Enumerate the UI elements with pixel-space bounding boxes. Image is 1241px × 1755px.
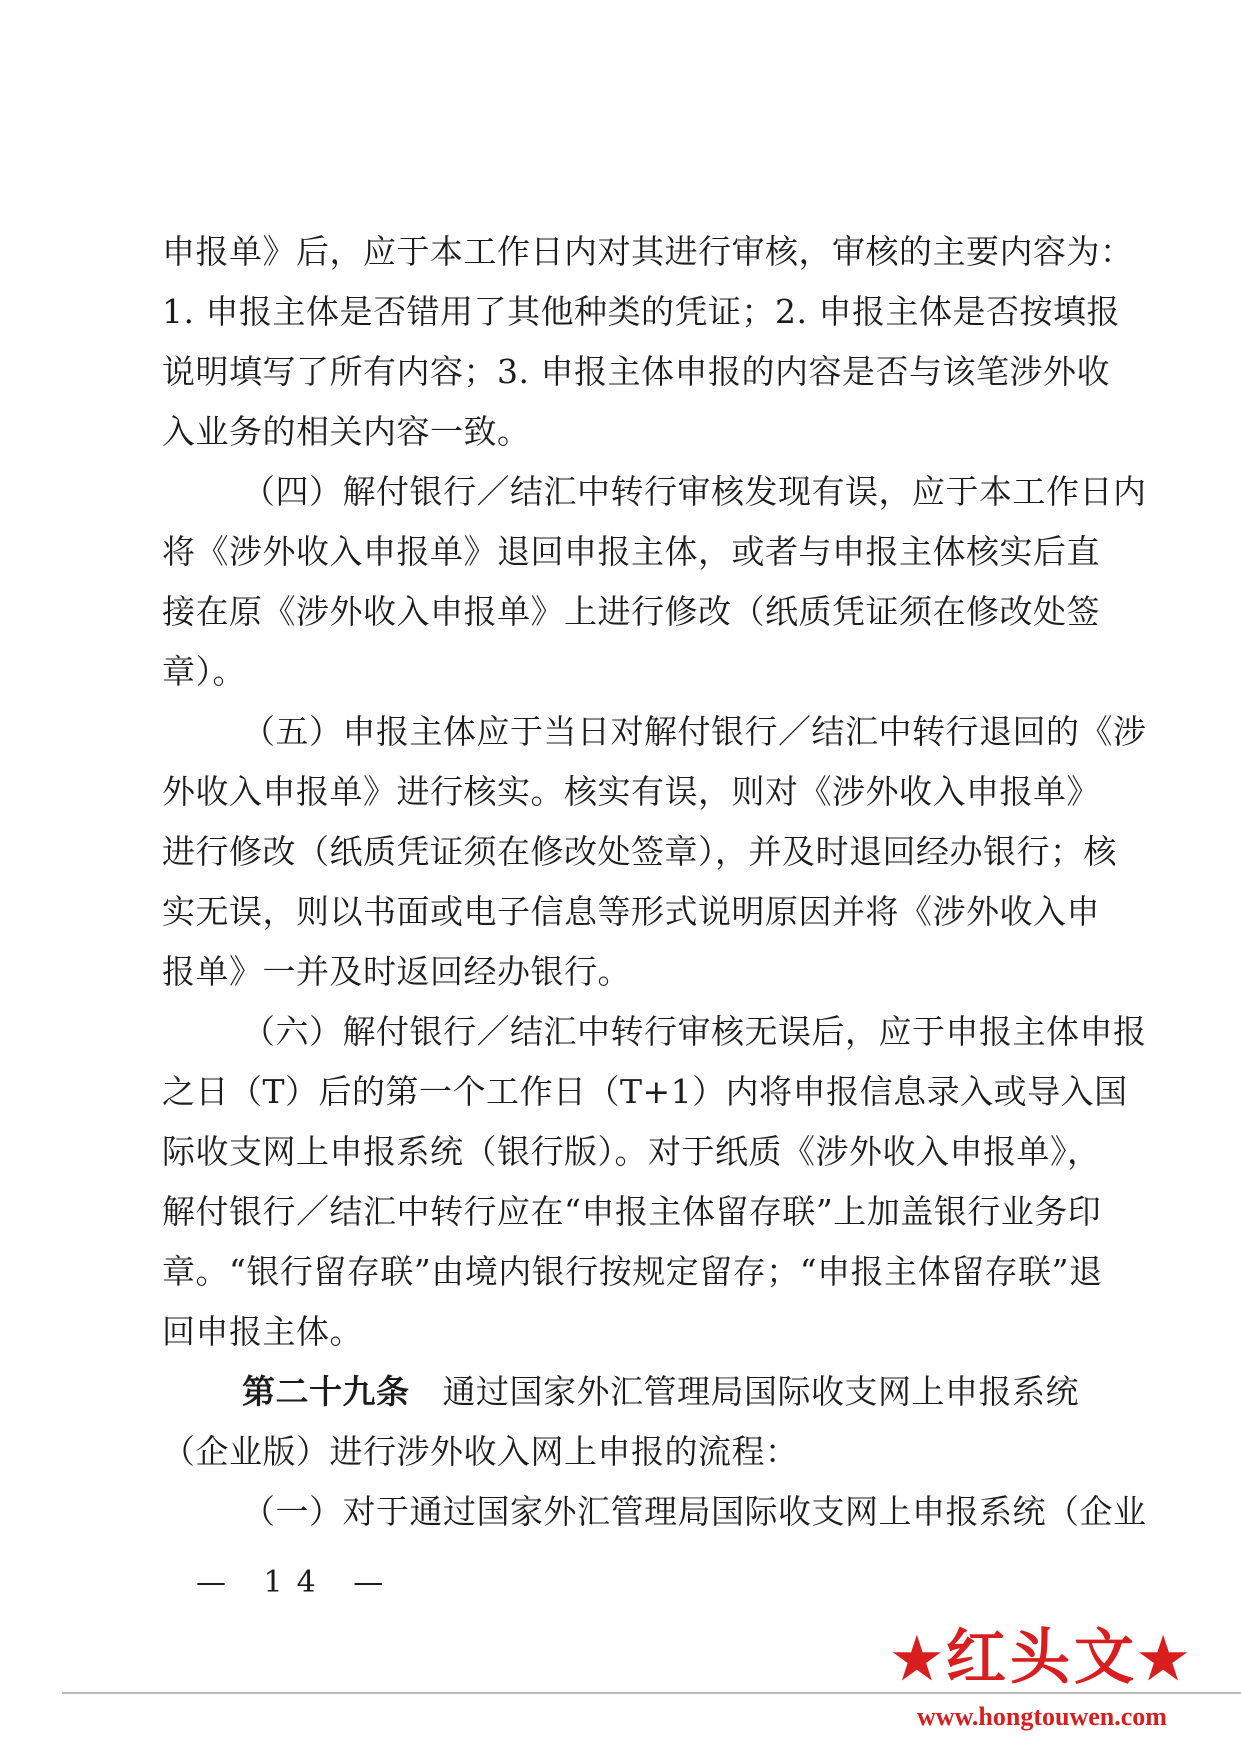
star-icon: ★ bbox=[891, 1626, 946, 1692]
text-line: （四）解付银行／结汇中转行审核发现有误，应于本工作日内 bbox=[242, 472, 1147, 511]
text-line: （一）对于通过国家外汇管理局国际收支网上申报系统（企业 bbox=[242, 1492, 1147, 1531]
text-line: 之日（T）后的第一个工作日（T+1）内将申报信息录入或导入国 bbox=[162, 1072, 1128, 1111]
text-line: 申报单》后，应于本工作日内对其进行审核，审核的主要内容为： bbox=[162, 232, 1134, 271]
text-line: 际收支网上申报系统（银行版）。对于纸质《涉外收入申报单》， bbox=[162, 1132, 1101, 1171]
watermark-title: 红头文 bbox=[946, 1623, 1138, 1693]
watermark-title-row bbox=[852, 1610, 1232, 1696]
text-line: 将《涉外收入申报单》退回申报主体，或者与申报主体核实后直 bbox=[162, 532, 1100, 571]
document-body bbox=[162, 222, 1147, 1542]
text-line: 报单》一并及时返回经办银行。 bbox=[162, 952, 631, 991]
text-line: （企业版）进行涉外收入网上申报的流程： bbox=[162, 1432, 799, 1471]
text-line: 1. 申报主体是否错用了其他种类的凭证；2. 申报主体是否按填报 bbox=[162, 292, 1120, 331]
text-line: 回申报主体。 bbox=[162, 1312, 363, 1351]
watermark-url: www.hongtouwen.com bbox=[917, 1702, 1167, 1731]
text-line: （六）解付银行／结汇中转行审核无误后，应于申报主体申报 bbox=[242, 1012, 1147, 1051]
article-heading: 第二十九条 bbox=[242, 1372, 410, 1411]
page-number: — 14 — bbox=[196, 1565, 398, 1600]
text-line: 说明填写了所有内容；3. 申报主体申报的内容是否与该笔涉外收 bbox=[162, 352, 1110, 391]
article-text: 通过国家外汇管理局国际收支网上申报系统 bbox=[442, 1372, 1079, 1411]
text-line: 章。“银行留存联”由境内银行按规定留存；“申报主体留存联”退 bbox=[162, 1252, 1103, 1291]
article-line bbox=[162, 1362, 1100, 1422]
text-line: 外收入申报单》进行核实。核实有误，则对《涉外收入申报单》 bbox=[162, 772, 1100, 811]
text-line: 实无误，则以书面或电子信息等形式说明原因并将《涉外收入申 bbox=[162, 892, 1100, 931]
text-line: 进行修改（纸质凭证须在修改处签章），并及时退回经办银行；核 bbox=[162, 832, 1117, 871]
star-icon: ★ bbox=[1138, 1626, 1193, 1692]
text-line: 入业务的相关内容一致。 bbox=[162, 412, 531, 451]
text-line: 接在原《涉外收入申报单》上进行修改（纸质凭证须在修改处签 bbox=[162, 592, 1100, 631]
text-line: 解付银行／结汇中转行应在“申报主体留存联”上加盖银行业务印 bbox=[162, 1192, 1102, 1231]
watermark-logo bbox=[852, 1610, 1232, 1750]
text-line: 章）。 bbox=[162, 652, 246, 691]
text-line: （五）申报主体应于当日对解付银行／结汇中转行退回的《涉 bbox=[242, 712, 1147, 751]
